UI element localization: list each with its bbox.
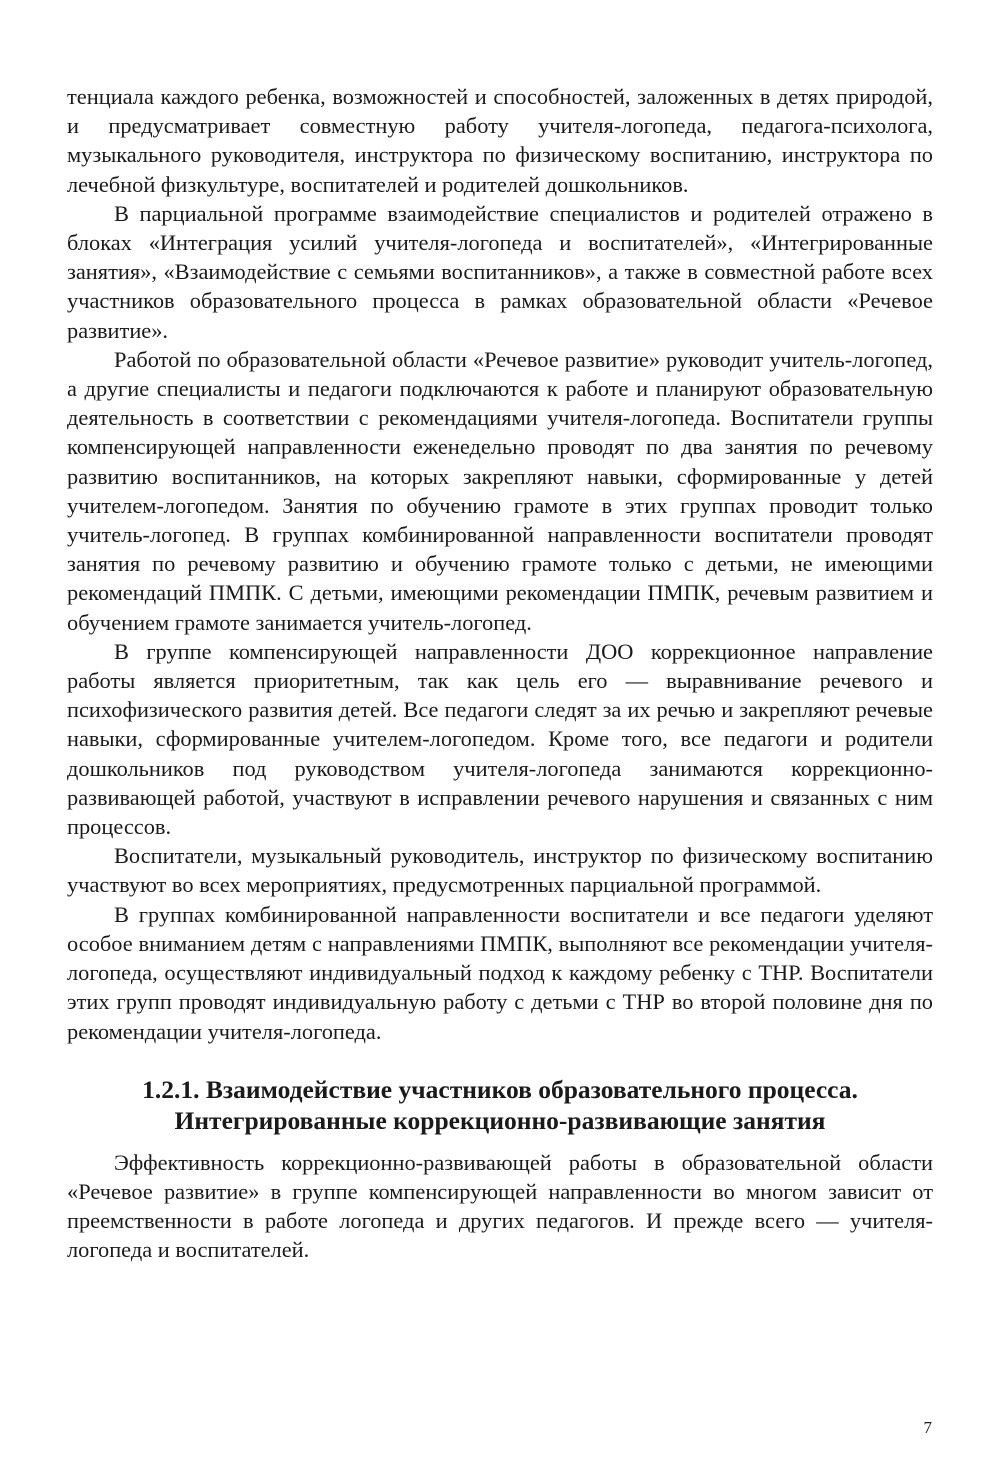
section-heading bbox=[67, 1074, 933, 1136]
page-body bbox=[67, 82, 933, 1265]
paragraph-5: Воспитатели, музыкальный руководитель, инструктор по физическому воспитанию участвуют во всех мероприятиях, предусмотренных парциальной программой. bbox=[67, 843, 933, 898]
section-heading-line-1: 1.2.1. Взаимодействие участников образовательного процесса. bbox=[142, 1074, 858, 1104]
paragraph-6: В группах комбинированной направленности воспитатели и все педагоги уделяют особое вниманием детям с направлениями ПМПК, выполняют все рекомендации учителя-логопеда, осуществляют индивидуальный подход к каждому ребенку с ТНР. Воспитатели этих групп проводят индивидуальную работу с детьми с ТНР во второй половине дня по рекомендации учителя-логопеда. bbox=[67, 901, 933, 1044]
paragraph-2: В парциальной программе взаимодействие специалистов и родителей отражено в блоках «Интеграция усилий учителя-логопеда и воспитателей», «Интегрированные занятия», «Взаимодействие с семьями воспитанников», а также в совместной работе всех участников образовательного процесса в рамках образовательной области «Речевое развитие». bbox=[67, 200, 933, 343]
paragraph-1: тенциала каждого ребенка, возможностей и способностей, заложенных в детях природой, и предусматривает совместную работу учителя-логопеда, педагога-психолога, музыкального руководителя, инструктора по физическому воспитанию, инструктора по лечебной физкультуре, воспитателей и родителей дошкольников. bbox=[67, 84, 933, 197]
page-number: 7 bbox=[923, 1418, 932, 1437]
paragraph-3: Работой по образовательной области «Речевое развитие» руководит учитель-логопед, а другие специалисты и педагоги подключаются к работе и планируют образовательную деятельность в соответствии с рекомендациями учителя-логопеда. Воспитатели группы компенсирующей направленности еженедельно проводят по два занятия по речевому развитию воспитанников, на которых закрепляют навыки, сформированные у детей учителем-логопедом. Занятия по обучению грамоте в этих группах проводит только учитель-логопед. В группах комбинированной направленности воспитатели проводят занятия по речевому развитию и обучению грамоте только с детьми, не имеющими рекомендаций ПМПК. С детьми, имеющими рекомендации ПМПК, речевым развитием и обучением грамоте занимается учитель-логопед. bbox=[67, 346, 933, 635]
section-heading-line-2: Интегрированные коррекционно-развивающие занятия bbox=[174, 1105, 826, 1135]
paragraph-4: В группе компенсирующей направленности ДОО коррекционное направление работы является приоритетным, так как цель его — выравнивание речевого и психофизического развития детей. Все педагоги следят за их речью и закрепляют речевые навыки, сформированные учителем-логопедом. Кроме того, все педагоги и родители дошкольников под руководством учителя-логопеда занимаются коррекционно-развивающей работой, участвуют в исправлении речевого нарушения и связанных с ним процессов. bbox=[67, 638, 933, 840]
paragraph-7: Эффективность коррекционно-развивающей работы в образовательной области «Речевое развитие» в группе компенсирующей направленности во многом зависит от преемственности в работе логопеда и других педагогов. И прежде всего — учителя-логопеда и воспитателей. bbox=[67, 1149, 933, 1263]
